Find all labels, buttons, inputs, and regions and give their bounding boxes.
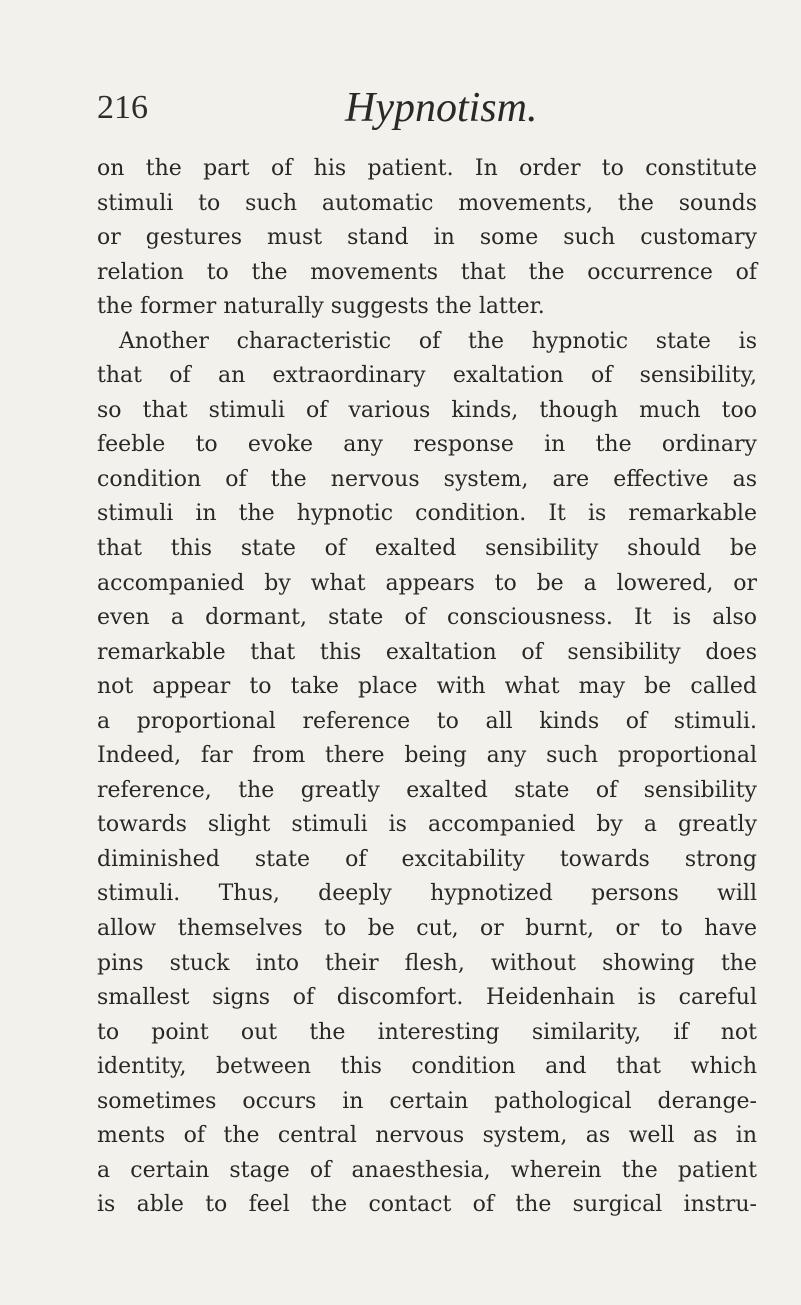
text-line: identity, between this condition and that which <box>97 1054 757 1080</box>
text-line: smallest signs of discomfort. Heidenhain is careful <box>97 985 757 1011</box>
text-line: on the part of his patient. In order to constitute <box>97 156 757 181</box>
page-number: 216 <box>97 89 148 126</box>
text-line: not appear to take place with what may be called <box>97 674 757 700</box>
running-title: Hypnotism. <box>345 85 538 131</box>
text-line: to point out the interesting similarity, if not <box>97 1019 757 1045</box>
text-line: feeble to evoke any response in the ordinary <box>97 432 757 458</box>
text-line: is able to feel the contact of the surgical instru- <box>97 1192 757 1218</box>
body-text <box>97 152 757 1223</box>
text-line: stimuli to such automatic movements, the sounds <box>97 190 757 216</box>
text-line: that this state of exalted sensibility should be <box>97 536 757 562</box>
text-line: or gestures must stand in some such customary <box>97 225 757 251</box>
text-line: Indeed, far from there being any such proportional <box>97 743 757 769</box>
text-line: so that stimuli of various kinds, though much too <box>97 397 757 423</box>
text-line: reference, the greatly exalted state of sensibility <box>97 777 757 803</box>
text-line: remarkable that this exaltation of sensibility does <box>97 639 757 665</box>
text-line: accompanied by what appears to be a lowered, or <box>97 570 757 596</box>
text-line: the former naturally suggests the latter. <box>97 294 545 320</box>
text-line: ments of the central nervous system, as well as in <box>97 1123 757 1149</box>
text-line: allow themselves to be cut, or burnt, or to have <box>97 916 757 942</box>
text-line: Another characteristic of the hypnotic state is <box>119 328 757 354</box>
text-line: pins stuck into their flesh, without showing the <box>97 950 757 976</box>
text-line: stimuli in the hypnotic condition. It is remarkable <box>97 501 757 527</box>
text-line: a certain stage of anaesthesia, wherein the patient <box>97 1157 757 1183</box>
text-line: stimuli. Thus, deeply hypnotized persons will <box>97 881 757 907</box>
text-line: sometimes occurs in certain pathological derange- <box>97 1088 757 1114</box>
text-line: a proportional reference to all kinds of stimuli. <box>97 708 757 734</box>
text-line: towards slight stimuli is accompanied by a greatly <box>97 812 757 838</box>
running-head <box>97 84 757 136</box>
text-line: even a dormant, state of consciousness. It is also <box>97 605 757 631</box>
text-line: condition of the nervous system, are effective as <box>97 466 757 492</box>
text-line: diminished state of excitability towards strong <box>97 846 757 872</box>
text-line: relation to the movements that the occurrence of <box>97 259 757 285</box>
text-line: that of an extraordinary exaltation of sensibility, <box>97 363 757 389</box>
